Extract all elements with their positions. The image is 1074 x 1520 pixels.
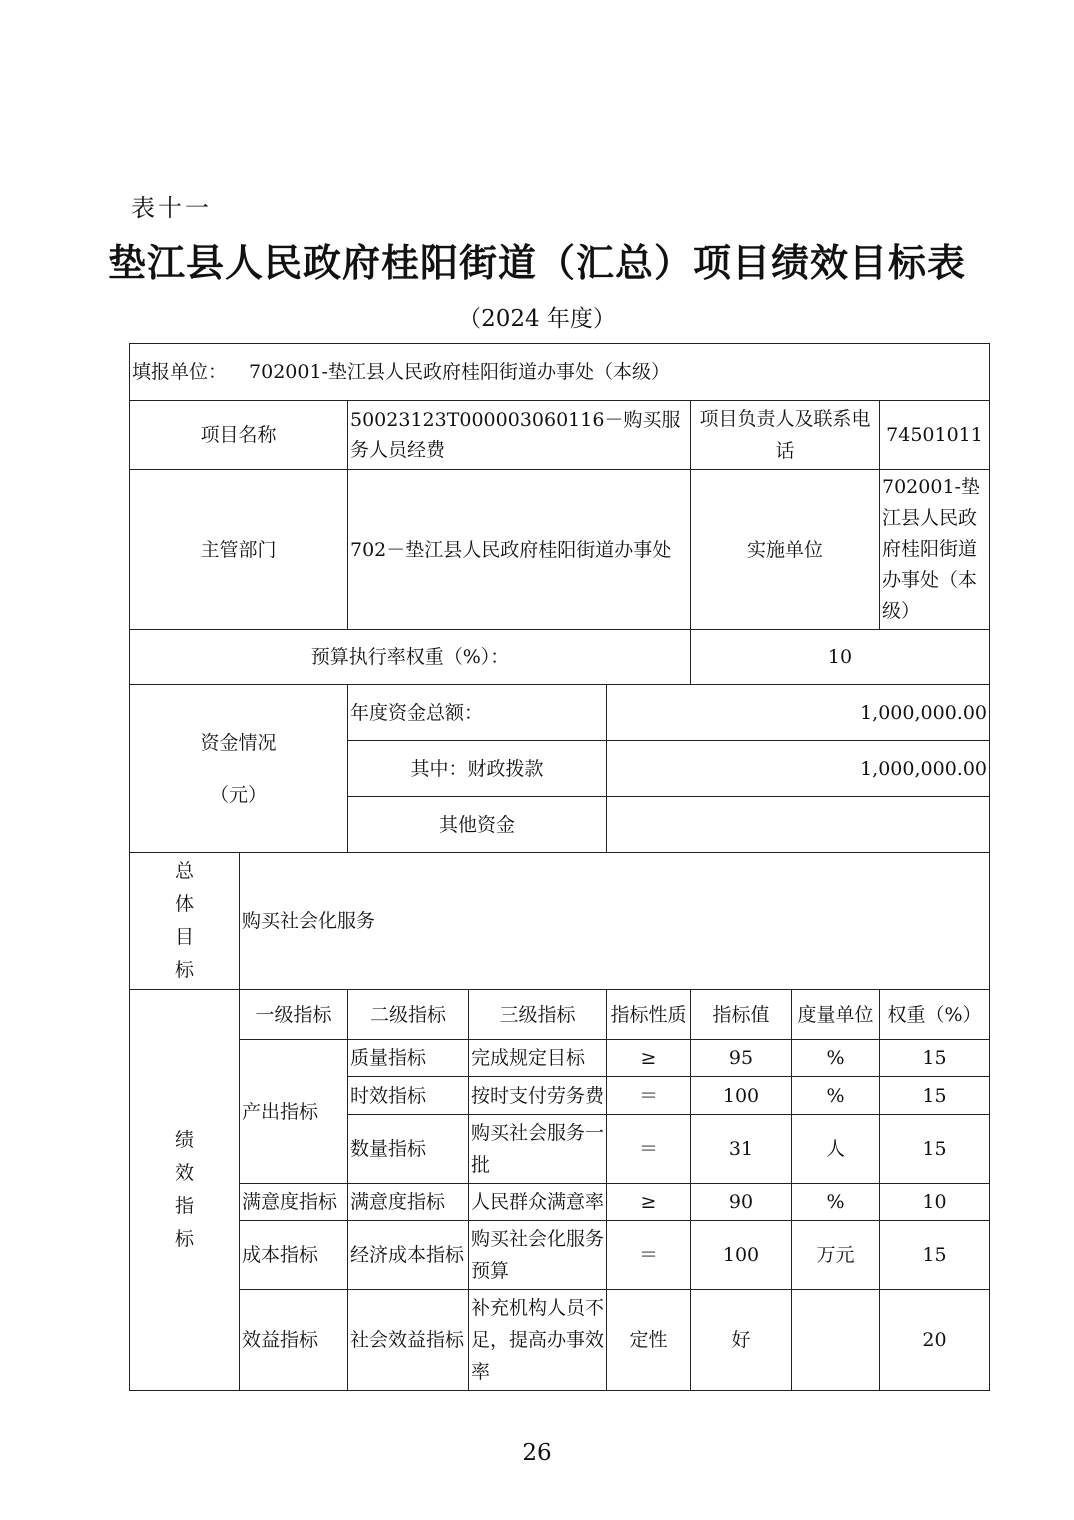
level3-cell: 按时支付劳务费 — [469, 1077, 607, 1115]
reporting-unit-row — [130, 344, 990, 401]
unit-cell — [792, 1290, 880, 1391]
header-nature: 指标性质 — [607, 990, 691, 1040]
indicators-char: 绩 — [174, 1129, 194, 1151]
level3-cell: 购买社会服务一批 — [469, 1115, 607, 1184]
indicators-char: 指 — [174, 1195, 194, 1217]
budget-rate-value: 10 — [691, 630, 990, 685]
header-unit: 度量单位 — [792, 990, 880, 1040]
contact-label: 项目负责人及联系电话 — [691, 401, 880, 470]
reporting-unit-value: 702001-垫江县人民政府桂阳街道办事处（本级） — [249, 361, 670, 383]
department-label: 主管部门 — [130, 470, 348, 630]
value-cell: 100 — [691, 1221, 792, 1290]
weight-cell: 15 — [880, 1221, 990, 1290]
indicators-char: 效 — [174, 1162, 194, 1184]
level2-cell: 质量指标 — [348, 1040, 469, 1077]
header-level3: 三级指标 — [469, 990, 607, 1040]
level1-cell: 满意度指标 — [240, 1184, 348, 1221]
level2-cell: 社会效益指标 — [348, 1290, 469, 1391]
level3-cell: 人民群众满意率 — [469, 1184, 607, 1221]
project-name-row — [130, 401, 990, 470]
weight-cell: 20 — [880, 1290, 990, 1391]
nature-cell: ＝ — [607, 1115, 691, 1184]
funds-label-line2: （元） — [209, 783, 267, 806]
weight-cell: 15 — [880, 1077, 990, 1115]
unit-cell: % — [792, 1077, 880, 1115]
value-cell: 好 — [691, 1290, 792, 1391]
indicator-header-row — [130, 990, 990, 1040]
level2-cell: 时效指标 — [348, 1077, 469, 1115]
weight-cell: 15 — [880, 1115, 990, 1184]
level3-cell: 完成规定目标 — [469, 1040, 607, 1077]
funds-total-value: 1,000,000.00 — [607, 685, 990, 741]
nature-cell: ≥ — [607, 1040, 691, 1077]
unit-cell: 万元 — [792, 1221, 880, 1290]
weight-cell: 10 — [880, 1184, 990, 1221]
overall-goal-char: 体 — [174, 893, 194, 915]
page-number: 26 — [522, 1440, 552, 1466]
nature-cell: ＝ — [607, 1221, 691, 1290]
nature-cell: 定性 — [607, 1290, 691, 1391]
indicator-row — [130, 1290, 990, 1391]
funds-other-value — [607, 797, 990, 853]
implementing-unit-value: 702001-垫江县人民政府桂阳街道办事处（本级） — [880, 470, 990, 630]
funds-fiscal-label: 其中：财政拨款 — [348, 741, 607, 797]
funds-other-label: 其他资金 — [348, 797, 607, 853]
unit-cell: % — [792, 1040, 880, 1077]
level3-cell: 购买社会化服务预算 — [469, 1221, 607, 1290]
implementing-unit-label: 实施单位 — [691, 470, 880, 630]
indicators-char: 标 — [174, 1228, 194, 1250]
unit-cell: 人 — [792, 1115, 880, 1184]
performance-target-table — [129, 343, 990, 1391]
funds-total-row — [130, 685, 990, 741]
nature-cell: ≥ — [607, 1184, 691, 1221]
indicator-row — [130, 1184, 990, 1221]
indicator-row — [130, 1221, 990, 1290]
value-cell: 90 — [691, 1184, 792, 1221]
contact-value: 74501011 — [880, 401, 990, 470]
value-cell: 31 — [691, 1115, 792, 1184]
budget-rate-row — [130, 630, 990, 685]
budget-rate-label: 预算执行率权重（%）： — [130, 630, 691, 685]
level1-cell: 成本指标 — [240, 1221, 348, 1290]
header-value: 指标值 — [691, 990, 792, 1040]
value-cell: 95 — [691, 1040, 792, 1077]
nature-cell: ＝ — [607, 1077, 691, 1115]
header-weight: 权重（%） — [880, 990, 990, 1040]
overall-goal-row — [130, 853, 990, 990]
header-level1: 一级指标 — [240, 990, 348, 1040]
unit-cell: % — [792, 1184, 880, 1221]
header-level2: 二级指标 — [348, 990, 469, 1040]
value-cell: 100 — [691, 1077, 792, 1115]
overall-goal-label — [130, 853, 240, 990]
funds-label — [130, 685, 348, 853]
level2-cell: 满意度指标 — [348, 1184, 469, 1221]
level1-cell: 效益指标 — [240, 1290, 348, 1391]
level2-cell: 数量指标 — [348, 1115, 469, 1184]
level3-cell: 补充机构人员不足，提高办事效率 — [469, 1290, 607, 1391]
reporting-unit-cell — [130, 344, 990, 401]
level1-output: 产出指标 — [240, 1040, 348, 1184]
reporting-unit-label: 填报单位： — [132, 361, 228, 383]
overall-goal-char: 总 — [174, 860, 194, 882]
indicator-row — [130, 1040, 990, 1077]
project-name-value: 50023123T000003060116－购买服务人员经费 — [348, 401, 691, 470]
level2-cell: 经济成本指标 — [348, 1221, 469, 1290]
overall-goal-value: 购买社会化服务 — [240, 853, 990, 990]
document-title: 垫江县人民政府桂阳街道（汇总）项目绩效目标表 — [107, 240, 966, 285]
funds-total-label: 年度资金总额： — [348, 685, 607, 741]
overall-goal-char: 目 — [174, 926, 194, 948]
table-number: 表十一 — [131, 194, 212, 222]
weight-cell: 15 — [880, 1040, 990, 1077]
project-name-label: 项目名称 — [130, 401, 348, 470]
indicators-label — [130, 990, 240, 1391]
department-row — [130, 470, 990, 630]
funds-fiscal-value: 1,000,000.00 — [607, 741, 990, 797]
department-value: 702－垫江县人民政府桂阳街道办事处 — [348, 470, 691, 630]
document-subtitle: （2024 年度） — [458, 306, 616, 332]
funds-label-line1: 资金情况 — [200, 731, 277, 754]
overall-goal-char: 标 — [174, 959, 194, 981]
